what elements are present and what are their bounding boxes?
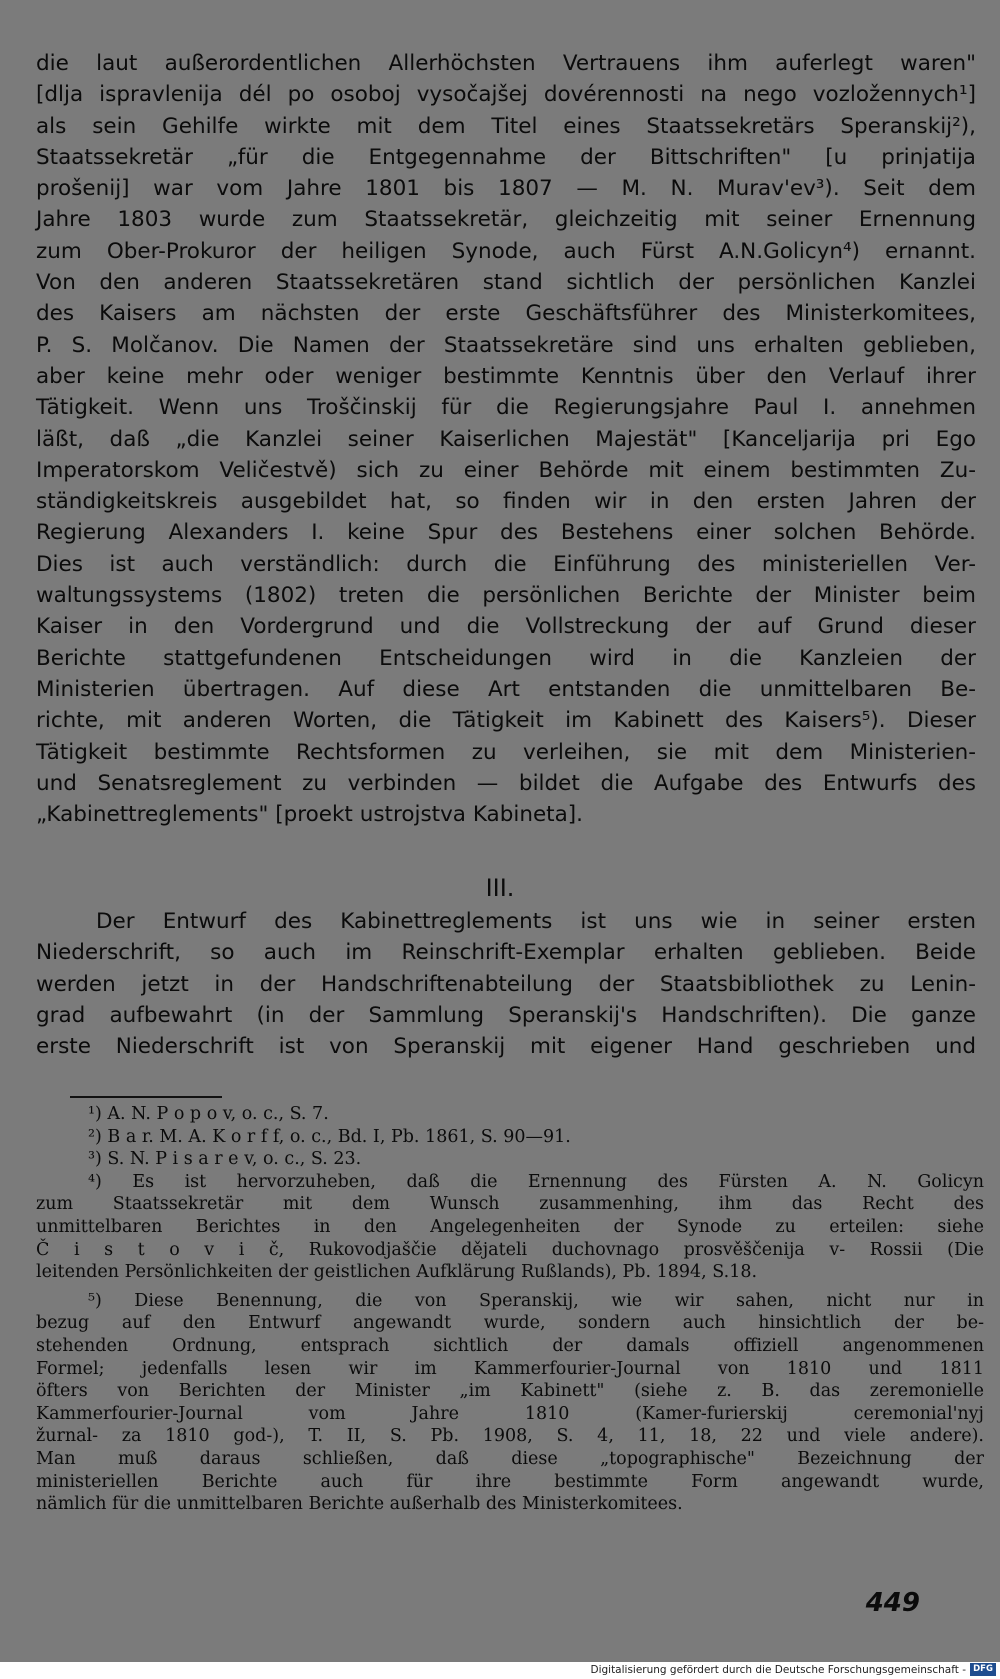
text-line: als sein Gehilfe wirkte mit dem Titel eines Staatssekretärs Speranskij²), xyxy=(36,113,976,139)
text-line: Niederschrift, so auch im Reinschrift-Exemplar erhalten geblieben. Beide xyxy=(36,940,976,966)
footnote-line: ³) S. N. P i s a r e v, o. c., S. 23. xyxy=(88,1149,362,1170)
text-line: werden jetzt in der Handschriftenabteilung der Staatsbibliothek zu Lenin- xyxy=(36,971,976,997)
text-line: Tätigkeit. Wenn uns Troščinskij für die Regierungsjahre Paul I. annehmen xyxy=(36,395,976,421)
footnote-line: ²) B a r. M. A. K o r f f, o. c., Bd. I, Pb. 1861, S. 90—91. xyxy=(88,1126,571,1147)
footnote-line: stehenden Ordnung, entsprach sichtlich der damals offiziell angenommenen xyxy=(36,1335,984,1356)
footnote xyxy=(36,1290,984,1516)
text-line: P. S. Molčanov. Die Namen der Staatssekretäre sind uns erhalten geblieben, xyxy=(36,332,976,358)
text-line: zum Ober-Prokuror der heiligen Synode, auch Fürst A.N.Golicyn⁴) ernannt. xyxy=(36,238,976,264)
text-line: prošenij] war vom Jahre 1801 bis 1807 — M. N. Murav'ev³). Seit dem xyxy=(36,176,976,202)
footnotes xyxy=(36,1103,984,1516)
text-line: des Kaisers am nächsten der erste Geschäftsführer des Ministerkomitees, xyxy=(36,301,976,327)
footnote-line: ministeriellen Berichte auch für ihre bestimmte Form angewandt wurde, xyxy=(36,1471,984,1492)
footnote-line: žurnal- za 1810 god-), T. II, S. Pb. 1908, S. 4, 11, 18, 22 und viele andere). xyxy=(36,1426,984,1447)
footnote xyxy=(36,1126,984,1149)
footnote-line: Kammerfourier-Journal vom Jahre 1810 (Kamer-furierskij ceremonial'nyj xyxy=(36,1403,984,1424)
text-line: richte, mit anderen Worten, die Tätigkeit im Kabinett des Kaisers⁵). Dieser xyxy=(36,708,976,734)
footnote-line: Formel; jedenfalls lesen wir im Kammerfourier-Journal von 1810 und 1811 xyxy=(36,1358,984,1379)
footnote xyxy=(36,1171,984,1284)
text-line: Kaiser in den Vordergrund und die Vollstreckung der auf Grund dieser xyxy=(36,614,976,640)
footnote-line: unmittelbaren Berichtes in den Angelegenheiten der Synode zu erteilen: siehe xyxy=(36,1216,984,1237)
text-line: Imperatorskom Veličestvě) sich zu einer Behörde mit einem bestimmten Zu- xyxy=(36,457,976,483)
text-line: Von den anderen Staatssekretären stand sichtlich der persönlichen Kanzlei xyxy=(36,270,976,296)
footnote-line: zum Staatssekretär mit dem Wunsch zusammenhing, ihm das Recht des xyxy=(36,1194,984,1215)
text-line: [dlja ispravlenija dél po osoboj vysočajšej dovérennosti na nego vozložennych¹] xyxy=(36,82,976,108)
text-line: läßt, daß „die Kanzlei seiner Kaiserlichen Majestät" [Kanceljarija pri Ego xyxy=(36,426,976,452)
text-line: erste Niederschrift ist von Speranskij mit eigener Hand geschrieben und xyxy=(36,1034,976,1060)
text-line: Berichte stattgefundenen Entscheidungen wird in die Kanzleien der xyxy=(36,645,976,671)
footnote-line: ⁴) Es ist hervorzuheben, daß die Ernennung des Fürsten A. N. Golicyn xyxy=(88,1171,984,1192)
footnote-line: öfters von Berichten der Minister „im Kabinett" (siehe z. B. das zeremonielle xyxy=(36,1381,984,1402)
text-line: waltungssystems (1802) treten die persönlichen Berichte der Minister beim xyxy=(36,583,976,609)
section-heading: III. xyxy=(485,874,515,902)
footnote xyxy=(36,1148,984,1171)
text-line: grad aufbewahrt (in der Sammlung Speranskij's Handschriften). Die ganze xyxy=(36,1002,976,1028)
dfg-logo: DFG xyxy=(970,1663,996,1676)
text-line: Tätigkeit bestimmte Rechtsformen zu verleihen, sie mit dem Ministerien- xyxy=(36,739,976,765)
footnote-line: ¹) A. N. P o p o v, o. c., S. 7. xyxy=(88,1104,329,1124)
text-line: „Kabinettreglements" [proekt ustrojstva Kabineta]. xyxy=(36,802,584,828)
text-line: Regierung Alexanders I. keine Spur des Bestehens einer solchen Behörde. xyxy=(36,520,976,546)
text-line: die laut außerordentlichen Allerhöchsten Vertrauens ihm auferlegt waren" xyxy=(36,51,976,76)
footnote-line: leitenden Persönlichkeiten der geistlichen Aufklärung Rußlands), Pb. 1894, S.18. xyxy=(36,1262,758,1283)
text-line: Staatssekretär „für die Entgegennahme der Bittschriften" [u prinjatija xyxy=(36,144,976,170)
footnote-line: bezug auf den Entwurf angewandt wurde, sondern auch hinsichtlich der be- xyxy=(36,1313,984,1334)
text-line: Der Entwurf des Kabinettreglements ist uns wie in seiner ersten xyxy=(96,909,976,934)
footnote xyxy=(36,1103,984,1126)
text-line: Ministerien übertragen. Auf diese Art entstanden die unmittelbaren Be- xyxy=(36,676,976,702)
text-line: ständigkeitskreis ausgebildet hat, so finden wir in den ersten Jahren der xyxy=(36,489,976,515)
footnote-line: Man muß daraus schließen, daß diese „topographische" Bezeichnung der xyxy=(36,1448,984,1469)
footnote-line: Č i s t o v i č, Rukovodjaščie dějateli duchovnago prosvěščenija v- Rossii (Die xyxy=(36,1239,984,1260)
main-text xyxy=(36,48,976,830)
section-text xyxy=(36,906,976,1062)
footnote-line: nämlich für die unmittelbaren Berichte außerhalb des Ministerkomitees. xyxy=(36,1494,683,1515)
text-line: aber keine mehr oder weniger bestimmte Kenntnis über den Verlauf ihrer xyxy=(36,363,976,389)
footnote-separator xyxy=(70,1096,222,1098)
footer-credit: Digitalisierung gefördert durch die Deutsche Forschungsgemeinschaft - xyxy=(590,1664,966,1676)
footnote-line: ⁵) Diese Benennung, die von Speranskij, wie wir sahen, nicht nur in xyxy=(88,1290,984,1311)
text-line: und Senatsreglement zu verbinden — bildet die Aufgabe des Entwurfs des xyxy=(36,770,976,796)
page-number: 449 xyxy=(865,1588,920,1618)
text-line: Jahre 1803 wurde zum Staatssekretär, gleichzeitig mit seiner Ernennung xyxy=(36,207,976,233)
text-line: Dies ist auch verständlich: durch die Einführung des ministeriellen Ver- xyxy=(36,551,976,577)
